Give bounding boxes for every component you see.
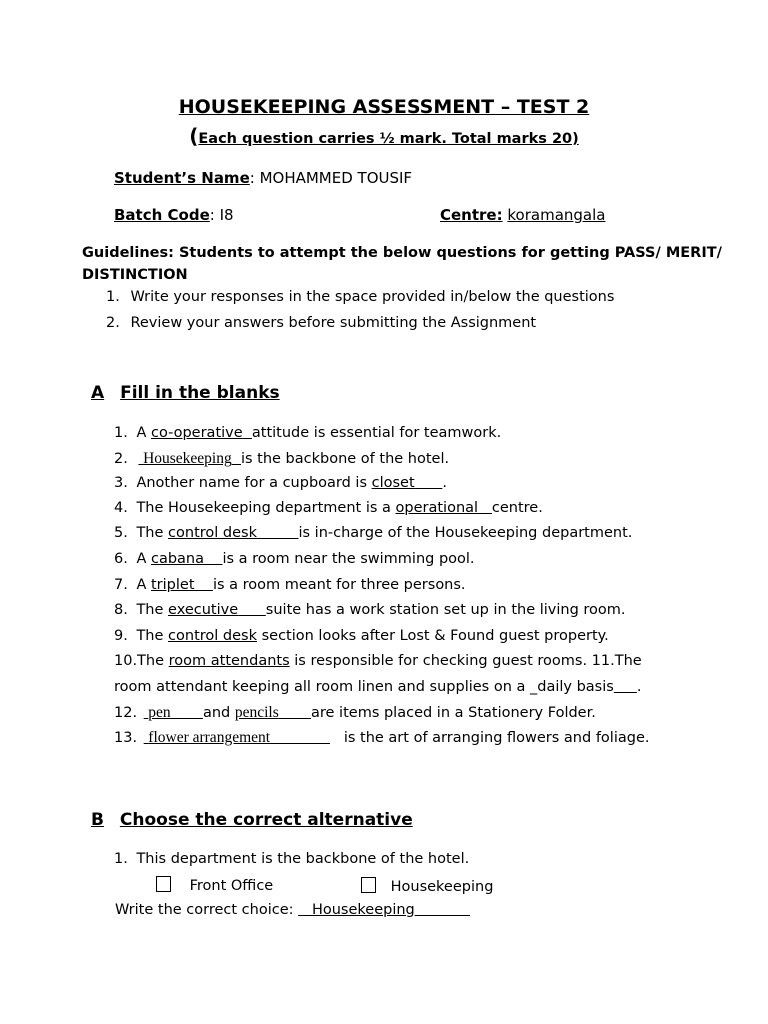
question-text: .	[636, 679, 642, 695]
batch-code-value: : I8	[209, 206, 234, 224]
guideline-num: 2.	[106, 315, 120, 331]
student-name-value: : MOHAMMED TOUSIF	[249, 169, 413, 187]
fill-question-13	[114, 729, 649, 747]
guideline-item	[106, 289, 614, 305]
question-text: is responsible for checking guest rooms. 11.The	[294, 653, 642, 669]
option-front-office[interactable]	[156, 876, 273, 894]
answer-blank: triplet	[150, 577, 195, 593]
question-text: and	[202, 705, 235, 721]
fill-question-4	[114, 500, 543, 516]
fill-question-5	[114, 525, 632, 541]
fill-question-9	[114, 628, 609, 644]
section-a-heading	[91, 383, 280, 403]
batch-code-label: Batch Code	[114, 206, 210, 224]
option-label: Housekeeping	[390, 879, 494, 895]
question-num: 4.	[114, 500, 128, 516]
centre-value: koramangala	[507, 206, 606, 224]
answer-blank: Housekeeping	[143, 450, 232, 467]
section-a-letter: A	[91, 383, 105, 403]
answer-blank: executive	[168, 602, 239, 618]
fill-question-6	[114, 551, 475, 567]
question-num: 1.	[114, 425, 128, 441]
section-b-heading	[91, 810, 413, 830]
guideline-item	[106, 315, 536, 331]
answer-blank: cabana	[150, 551, 205, 567]
question-num: 5.	[114, 525, 128, 541]
question-num: 8.	[114, 602, 128, 618]
question-text: is the art of arranging flowers and foliage.	[343, 730, 650, 746]
question-text: attitude is essential for teamwork.	[251, 425, 502, 441]
question-num: 12.	[114, 705, 138, 721]
question-text: are items placed in a Stationery Folder.	[311, 705, 596, 721]
question-text: is in-charge of the Housekeeping department.	[298, 525, 633, 541]
option-label: Front Office	[189, 878, 274, 894]
guideline-text: Write your responses in the space provided in/below the questions	[130, 289, 615, 305]
fill-question-12	[114, 704, 596, 722]
question-num: 3.	[114, 475, 128, 491]
fill-question-11	[114, 679, 641, 695]
question-text: centre.	[491, 500, 543, 516]
correct-choice-row	[115, 902, 470, 918]
page-subtitle	[0, 124, 768, 148]
fill-question-2	[114, 450, 449, 468]
answer-blank: flower arrangement	[148, 729, 271, 746]
guidelines-line2: DISTINCTION	[82, 267, 188, 283]
question-text: A	[136, 577, 151, 593]
fill-question-10	[114, 653, 642, 669]
answer-blank: control desk	[168, 628, 257, 644]
answer-blank: pen	[148, 704, 171, 721]
choice-question-1	[114, 851, 469, 867]
question-text: .	[442, 475, 447, 491]
checkbox-icon[interactable]	[361, 877, 376, 893]
question-num: 6.	[114, 551, 128, 567]
question-text: is a room near the swimming pool.	[222, 551, 475, 567]
fill-question-3	[114, 475, 447, 491]
fill-question-8	[114, 602, 626, 618]
centre-label: Centre:	[440, 206, 503, 224]
question-text: is the backbone of the hotel.	[240, 451, 450, 467]
section-b-letter: B	[91, 810, 104, 830]
question-text: The	[136, 602, 169, 618]
question-num: 7.	[114, 577, 128, 593]
subtitle-paren: (	[189, 124, 199, 148]
correct-choice-label: Write the correct choice:	[115, 902, 294, 918]
section-b-title: Choose the correct alternative	[119, 810, 413, 830]
centre-row	[440, 206, 605, 224]
question-num: 1.	[114, 851, 128, 867]
guideline-num: 1.	[106, 289, 120, 305]
question-num: 2.	[114, 451, 128, 467]
question-text: The	[136, 628, 169, 644]
guidelines-line1: Guidelines: Students to attempt the below questions for getting PASS/ MERIT/	[82, 245, 722, 261]
answer-blank: operational	[395, 500, 479, 516]
question-text: section looks after Lost & Found guest property.	[261, 628, 609, 644]
question-text: The	[136, 525, 169, 541]
question-text: suite has a work station set up in the living room.	[265, 602, 626, 618]
subtitle-text: Each question carries ½ mark. Total marks 20)	[198, 131, 579, 147]
batch-code-row	[114, 206, 234, 224]
question-text: This department is the backbone of the hotel.	[136, 851, 470, 867]
student-name-row	[114, 169, 412, 187]
question-text: The Housekeeping department is a	[136, 500, 396, 516]
question-text: A	[136, 425, 151, 441]
question-text: A	[136, 551, 151, 567]
question-text: is a room meant for three persons.	[212, 577, 466, 593]
answer-blank: closet	[371, 475, 415, 491]
checkbox-icon[interactable]	[156, 876, 171, 892]
student-name-label: Student’s Name	[114, 169, 250, 187]
question-text: Another name for a cupboard is	[136, 475, 372, 491]
answer-blank: pencils	[234, 704, 279, 721]
fill-question-7	[114, 577, 466, 593]
question-text: room attendant keeping all room linen and supplies on a _daily basis	[114, 679, 614, 695]
answer-blank: room attendants	[168, 653, 290, 669]
guideline-text: Review your answers before submitting the Assignment	[130, 315, 537, 331]
fill-question-1	[114, 425, 501, 441]
option-housekeeping[interactable]	[361, 877, 493, 895]
question-num: 9.	[114, 628, 128, 644]
page-title: HOUSEKEEPING ASSESSMENT – TEST 2	[178, 96, 590, 118]
question-text: 10.The	[114, 653, 169, 669]
question-num: 13.	[114, 730, 138, 746]
section-a-title: Fill in the blanks	[120, 383, 280, 403]
answer-blank: co-operative	[150, 425, 243, 441]
correct-choice-answer[interactable]: Housekeeping	[311, 902, 415, 918]
answer-blank: control desk	[168, 525, 257, 541]
